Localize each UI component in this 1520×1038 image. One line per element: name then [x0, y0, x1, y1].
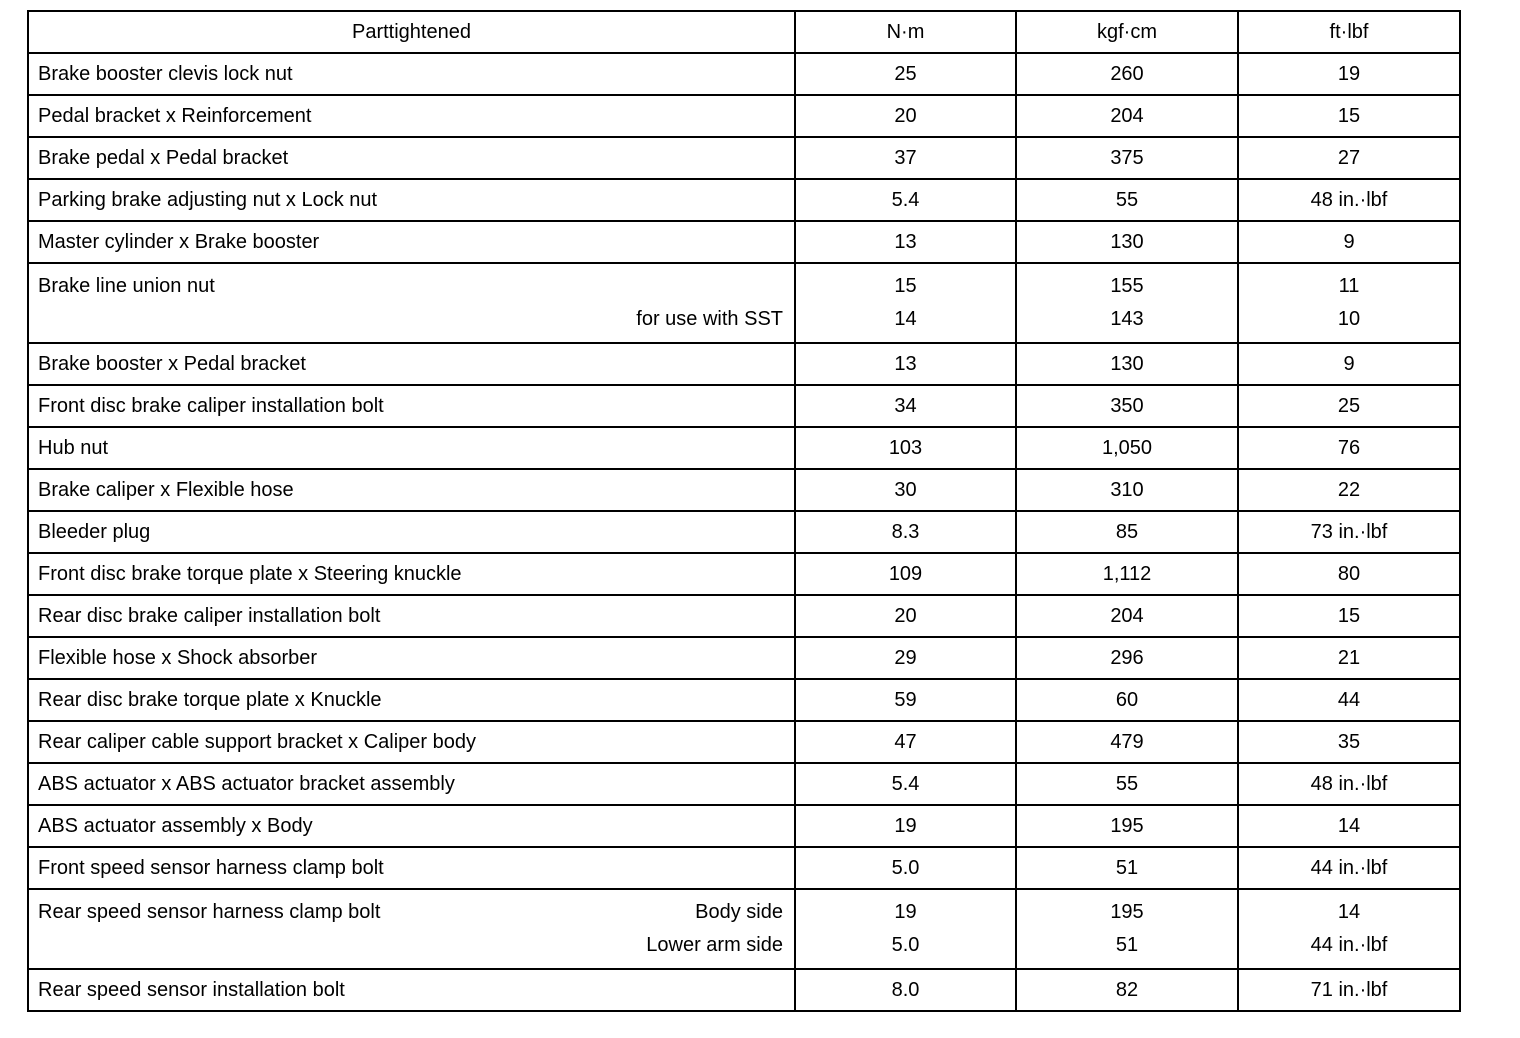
kgf-cm-cell: [1016, 427, 1238, 469]
ft-lbf-value: 9: [1343, 230, 1355, 253]
kgf-cm-cell: [1016, 969, 1238, 1011]
ft-lbf-value: 14: [1337, 901, 1361, 923]
part-name: Master cylinder x Brake booster: [38, 230, 320, 253]
table-row: [28, 721, 1460, 763]
ft-lbf-value: 11: [1338, 275, 1360, 297]
table-row: [28, 95, 1460, 137]
part-condition: for use with SST: [636, 308, 783, 330]
ft-lbf-cell: [1238, 511, 1460, 553]
ft-lbf-cell: [1238, 137, 1460, 179]
table-row: [28, 637, 1460, 679]
kgf-cm-cell: [1016, 637, 1238, 679]
nm-cell: [795, 53, 1016, 95]
ft-lbf-cell: [1238, 469, 1460, 511]
nm-cell: [795, 179, 1016, 221]
nm-value: 34: [894, 394, 917, 417]
ft-lbf-cell: [1238, 385, 1460, 427]
part-cell: [28, 137, 795, 179]
nm-cell: [795, 637, 1016, 679]
part-name: Brake caliper x Flexible hose: [38, 478, 294, 501]
kgf-cm-value: 143: [1110, 308, 1144, 330]
kgf-cm-value: 310: [1110, 478, 1144, 501]
kgf-cm-cell: [1016, 385, 1238, 427]
ft-lbf-value: 73 in.·lbf: [1310, 520, 1388, 543]
nm-cell: [795, 95, 1016, 137]
part-cell: [28, 427, 795, 469]
ft-lbf-value: 19: [1337, 62, 1361, 85]
nm-value: 19: [894, 814, 917, 837]
table-row: [28, 595, 1460, 637]
ft-lbf-cell: [1238, 427, 1460, 469]
kgf-cm-value: 130: [1110, 352, 1144, 375]
kgf-cm-value: 195: [1110, 814, 1144, 837]
ft-lbf-value: 21: [1337, 646, 1361, 669]
table-row: [28, 221, 1460, 263]
kgf-cm-value: 85: [1115, 520, 1139, 543]
table-row: [28, 969, 1460, 1011]
nm-cell: [795, 511, 1016, 553]
nm-cell: [795, 595, 1016, 637]
table-row: [28, 805, 1460, 847]
ft-lbf-cell: [1238, 969, 1460, 1011]
part-cell: [28, 385, 795, 427]
ft-lbf-value: 14: [1337, 814, 1361, 837]
ft-lbf-value: 80: [1337, 562, 1361, 585]
part-name: Flexible hose x Shock absorber: [38, 646, 318, 669]
nm-cell: [795, 847, 1016, 889]
part-cell: [28, 805, 795, 847]
ft-lbf-cell: [1238, 805, 1460, 847]
header-nm: N·m: [795, 11, 1016, 53]
part-cell: [28, 721, 795, 763]
part-name: Brake booster clevis lock nut: [38, 62, 293, 85]
torque-specification-table: [27, 10, 1461, 1012]
nm-value: 15: [894, 275, 917, 297]
part-name: Brake pedal x Pedal bracket: [38, 146, 289, 169]
ft-lbf-cell: [1238, 679, 1460, 721]
nm-value: 5.4: [891, 188, 920, 211]
table-body: [28, 53, 1460, 1011]
nm-cell: [795, 969, 1016, 1011]
kgf-cm-cell: [1016, 805, 1238, 847]
ft-lbf-value: 44: [1337, 688, 1361, 711]
nm-cell: [795, 221, 1016, 263]
ft-lbf-cell: [1238, 637, 1460, 679]
nm-value: 14: [894, 308, 917, 330]
ft-lbf-cell: [1238, 263, 1460, 343]
nm-value: 8.0: [891, 978, 920, 1001]
header-row: [28, 11, 1460, 53]
kgf-cm-value: 55: [1115, 772, 1139, 795]
kgf-cm-value: 55: [1115, 188, 1139, 211]
part-name: ABS actuator assembly x Body: [38, 814, 313, 837]
ft-lbf-value: 27: [1337, 146, 1361, 169]
kgf-cm-value: 204: [1110, 104, 1144, 127]
kgf-cm-value: 51: [1115, 934, 1139, 956]
ft-lbf-cell: [1238, 595, 1460, 637]
part-cell: [28, 595, 795, 637]
part-cell: [28, 511, 795, 553]
nm-cell: [795, 889, 1016, 969]
part-cell: [28, 53, 795, 95]
part-cell: [28, 343, 795, 385]
nm-cell: [795, 553, 1016, 595]
nm-value: 109: [888, 562, 923, 585]
nm-value: 59: [894, 688, 917, 711]
ft-lbf-value: 44 in.·lbf: [1310, 856, 1388, 879]
table-row: [28, 343, 1460, 385]
ft-lbf-cell: [1238, 847, 1460, 889]
ft-lbf-cell: [1238, 179, 1460, 221]
ft-lbf-cell: [1238, 553, 1460, 595]
kgf-cm-cell: [1016, 595, 1238, 637]
part-name: Rear disc brake caliper installation bolt: [38, 604, 381, 627]
nm-cell: [795, 427, 1016, 469]
table-row: [28, 847, 1460, 889]
nm-cell: [795, 721, 1016, 763]
kgf-cm-cell: [1016, 137, 1238, 179]
ft-lbf-cell: [1238, 95, 1460, 137]
kgf-cm-cell: [1016, 263, 1238, 343]
nm-value: 20: [894, 104, 917, 127]
table-row: [28, 427, 1460, 469]
ft-lbf-value: 15: [1337, 604, 1361, 627]
ft-lbf-value: 48 in.·lbf: [1310, 772, 1388, 795]
kgf-cm-cell: [1016, 469, 1238, 511]
header-part-tightened: Parttightened: [28, 11, 795, 53]
table-row: [28, 53, 1460, 95]
kgf-cm-value: 155: [1110, 275, 1144, 297]
nm-cell: [795, 763, 1016, 805]
nm-cell: [795, 679, 1016, 721]
nm-cell: [795, 805, 1016, 847]
kgf-cm-value: 1,112: [1102, 562, 1152, 585]
kgf-cm-cell: [1016, 763, 1238, 805]
kgf-cm-cell: [1016, 847, 1238, 889]
kgf-cm-value: 296: [1110, 646, 1144, 669]
part-cell: [28, 179, 795, 221]
kgf-cm-value: 350: [1110, 394, 1144, 417]
kgf-cm-cell: [1016, 511, 1238, 553]
part-name: Rear speed sensor installation bolt: [38, 978, 345, 1001]
nm-cell: [795, 343, 1016, 385]
kgf-cm-value: 60: [1115, 688, 1139, 711]
ft-lbf-value: 35: [1337, 730, 1361, 753]
kgf-cm-value: 195: [1110, 901, 1144, 923]
ft-lbf-cell: [1238, 889, 1460, 969]
nm-value: 5.4: [891, 772, 920, 795]
part-cell: [28, 221, 795, 263]
part-condition: Body side: [695, 901, 783, 923]
kgf-cm-cell: [1016, 553, 1238, 595]
ft-lbf-cell: [1238, 221, 1460, 263]
kgf-cm-value: 260: [1110, 62, 1144, 85]
table-row: [28, 679, 1460, 721]
ft-lbf-value: 44 in.·lbf: [1310, 934, 1388, 956]
part-name: Pedal bracket x Reinforcement: [38, 104, 312, 127]
nm-cell: [795, 385, 1016, 427]
ft-lbf-value: 10: [1337, 308, 1361, 330]
nm-value: 13: [894, 230, 917, 253]
header-kgf-cm: kgf·cm: [1016, 11, 1238, 53]
ft-lbf-value: 48 in.·lbf: [1310, 188, 1388, 211]
part-name: ABS actuator x ABS actuator bracket assembly: [38, 772, 455, 795]
kgf-cm-cell: [1016, 889, 1238, 969]
table-row: [28, 763, 1460, 805]
part-cell: [28, 847, 795, 889]
kgf-cm-cell: [1016, 53, 1238, 95]
kgf-cm-cell: [1016, 95, 1238, 137]
kgf-cm-value: 1,050: [1101, 436, 1153, 459]
part-name: Bleeder plug: [38, 520, 151, 543]
table-row: [28, 385, 1460, 427]
ft-lbf-value: 22: [1337, 478, 1361, 501]
kgf-cm-value: 375: [1110, 146, 1144, 169]
kgf-cm-cell: [1016, 679, 1238, 721]
ft-lbf-value: 76: [1337, 436, 1361, 459]
part-name: Front disc brake caliper installation bolt: [38, 394, 384, 417]
table-row: [28, 889, 1460, 969]
part-name: Brake booster x Pedal bracket: [38, 352, 306, 375]
kgf-cm-value: 82: [1115, 978, 1139, 1001]
table-row: [28, 137, 1460, 179]
ft-lbf-cell: [1238, 763, 1460, 805]
part-name: Brake line union nut: [38, 275, 215, 297]
kgf-cm-value: 479: [1110, 730, 1144, 753]
part-name: Parking brake adjusting nut x Lock nut: [38, 188, 378, 211]
part-name: Rear speed sensor harness clamp bolt: [38, 901, 381, 923]
table-row: [28, 263, 1460, 343]
part-cell: [28, 263, 795, 343]
ft-lbf-cell: [1238, 53, 1460, 95]
table-row: [28, 469, 1460, 511]
nm-value: 37: [894, 146, 917, 169]
part-cell: [28, 469, 795, 511]
ft-lbf-cell: [1238, 721, 1460, 763]
kgf-cm-value: 51: [1115, 856, 1139, 879]
ft-lbf-value: 71 in.·lbf: [1310, 978, 1388, 1001]
nm-value: 103: [888, 436, 923, 459]
ft-lbf-value: 9: [1343, 352, 1355, 375]
nm-value: 19: [894, 901, 917, 923]
part-cell: [28, 95, 795, 137]
table-row: [28, 179, 1460, 221]
kgf-cm-cell: [1016, 221, 1238, 263]
part-cell: [28, 969, 795, 1011]
part-cell: [28, 553, 795, 595]
nm-value: 13: [894, 352, 917, 375]
nm-value: 5.0: [891, 934, 920, 956]
part-condition: Lower arm side: [646, 934, 783, 956]
ft-lbf-value: 25: [1337, 394, 1361, 417]
nm-value: 20: [894, 604, 917, 627]
nm-cell: [795, 263, 1016, 343]
part-cell: [28, 679, 795, 721]
kgf-cm-value: 130: [1110, 230, 1144, 253]
part-name: Front speed sensor harness clamp bolt: [38, 856, 384, 879]
nm-value: 47: [894, 730, 917, 753]
nm-value: 25: [894, 62, 917, 85]
table-row: [28, 553, 1460, 595]
part-name: Hub nut: [38, 436, 109, 459]
header-ft-lbf: ft·lbf: [1238, 11, 1460, 53]
nm-value: 5.0: [891, 856, 920, 879]
nm-cell: [795, 137, 1016, 179]
nm-value: 8.3: [891, 520, 920, 543]
kgf-cm-cell: [1016, 179, 1238, 221]
part-cell: [28, 889, 795, 969]
ft-lbf-cell: [1238, 343, 1460, 385]
part-cell: [28, 763, 795, 805]
nm-value: 29: [894, 646, 917, 669]
kgf-cm-cell: [1016, 343, 1238, 385]
nm-cell: [795, 469, 1016, 511]
kgf-cm-cell: [1016, 721, 1238, 763]
ft-lbf-value: 15: [1337, 104, 1361, 127]
kgf-cm-value: 204: [1110, 604, 1144, 627]
part-name: Front disc brake torque plate x Steering knuckle: [38, 562, 462, 585]
part-name: Rear caliper cable support bracket x Caliper body: [38, 730, 476, 753]
part-cell: [28, 637, 795, 679]
part-name: Rear disc brake torque plate x Knuckle: [38, 688, 382, 711]
table-row: [28, 511, 1460, 553]
nm-value: 30: [894, 478, 917, 501]
